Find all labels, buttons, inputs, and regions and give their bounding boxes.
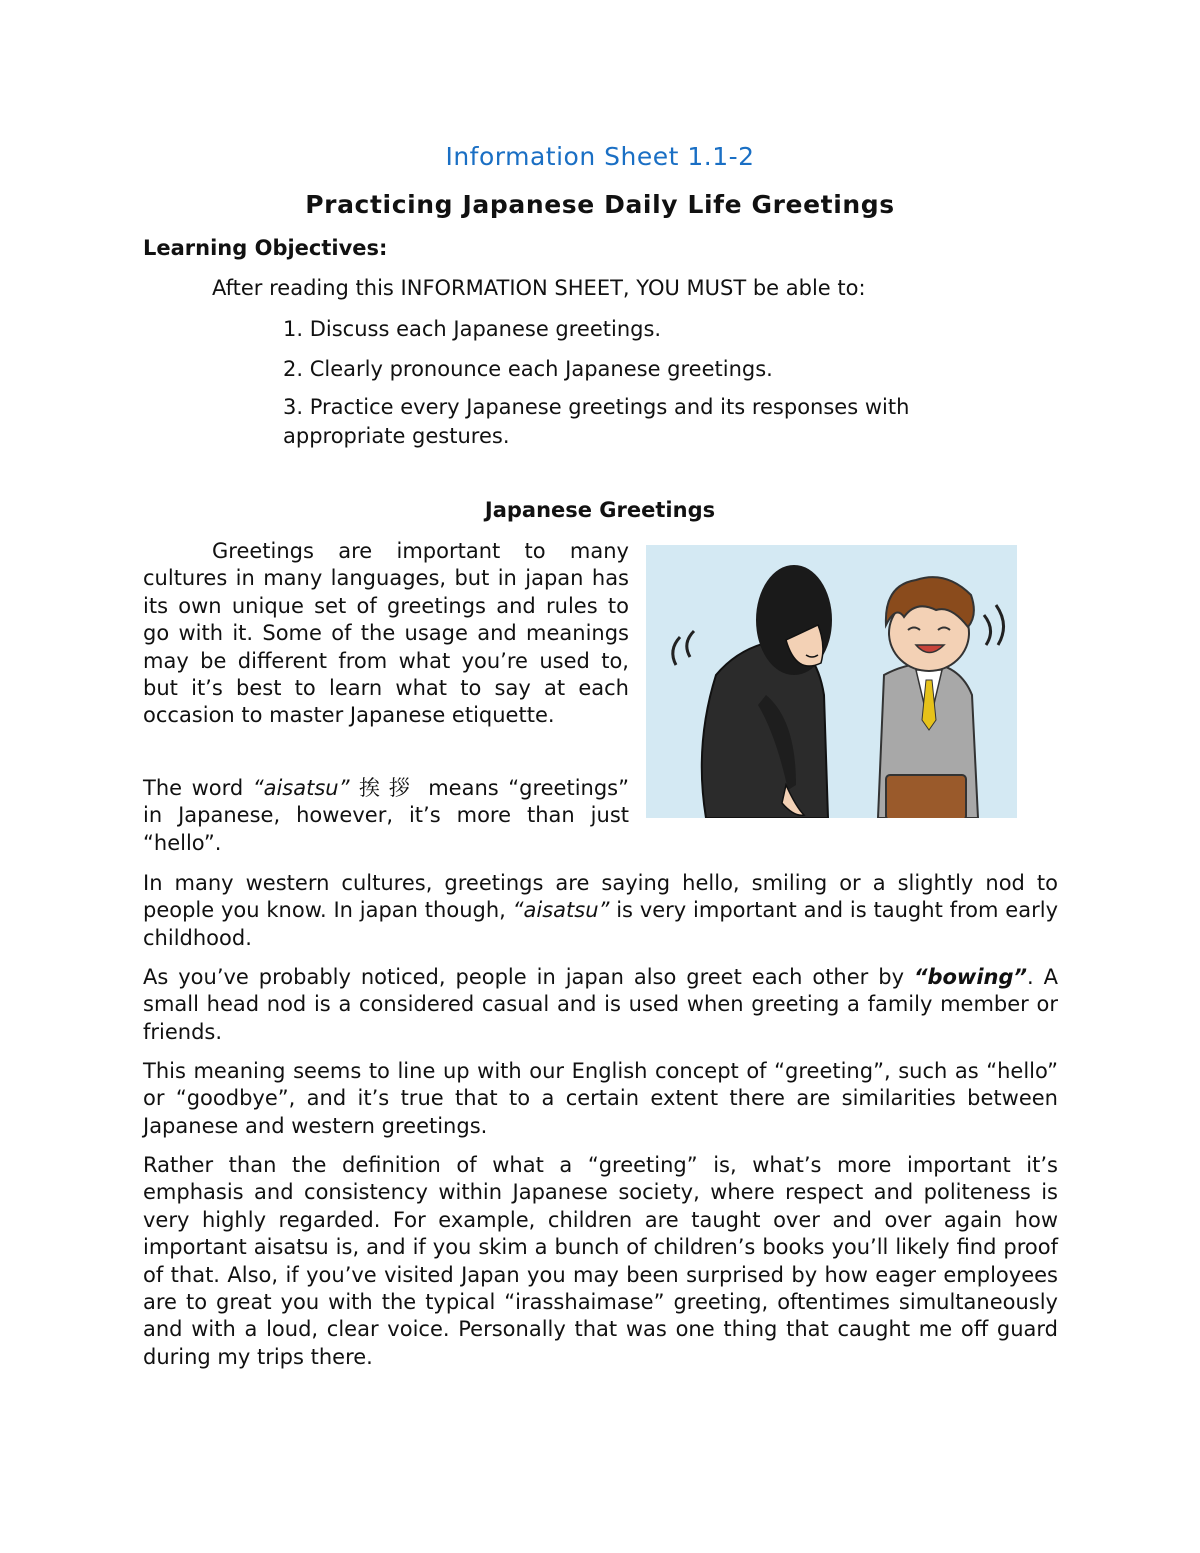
aisatsu-paragraph: [143, 775, 629, 857]
objective-item: 3. Practice every Japanese greetings and its responses with appropriate gestures.: [283, 395, 910, 448]
objectives-heading: Learning Objectives:: [143, 236, 388, 260]
aisatsu-kanji: 挨拶: [359, 776, 419, 800]
western-after: is very important and is taught from early childhood.: [143, 898, 1058, 950]
western-before: In many western cultures, greetings are saying hello, smiling or a slightly nod to people you know. In japan though,: [143, 871, 1058, 923]
bowing-paragraph: [143, 964, 1058, 1046]
section-heading: Japanese Greetings: [484, 498, 716, 522]
bowing-illustration: [646, 545, 1017, 818]
sheet-title: Information Sheet 1.1-2: [445, 142, 755, 171]
bowing-term: “bowing”: [913, 965, 1028, 989]
objectives-intro: After reading this INFORMATION SHEET, YOU MUST be able to:: [212, 276, 866, 300]
objective-item: 1. Discuss each Japanese greetings.: [283, 317, 662, 341]
aisatsu-rest: means “greetings” in Japanese, however, it’s more than just “hello”.: [143, 776, 629, 855]
concept-paragraph: This meaning seems to line up with our English concept of “greeting”, such as “hello” or “goodbye”, and it’s true that to a certain extent there are similarities between Japanese and western greetings.: [143, 1059, 1058, 1138]
aisatsu-term: “aisatsu”: [252, 776, 350, 800]
western-paragraph: [143, 870, 1058, 952]
objective-item: 2. Clearly pronounce each Japanese greetings.: [283, 357, 773, 381]
aisatsu-lead: The word: [143, 776, 253, 800]
page-title: Practicing Japanese Daily Life Greetings: [305, 190, 895, 219]
western-term: “aisatsu”: [512, 898, 610, 923]
intro-paragraph: Greetings are important to many cultures in many languages, but in japan has its own unique set of greetings and rules to go with it. Some of the usage and meanings may be different from what you’re used to, but it’s best to learn what to say at each occasion to master Japanese etiquette.: [143, 539, 629, 728]
bowing-people-image: [646, 545, 1017, 818]
bowing-before: As you’ve probably noticed, people in japan also greet each other by: [143, 965, 914, 989]
bowing-after: . A small head nod is a considered casual and is used when greeting a family member or friends.: [143, 965, 1059, 1044]
emphasis-paragraph: Rather than the definition of what a “greeting” is, what’s more important it’s emphasis and consistency within Japanese society, where respect and politeness is very highly regarded. For example, children are taught over and over again how important aisatsu is, and if you skim a bunch of children’s books you’ll likely find proof of that. Also, if you’ve visited Japan you may been surprised by how eager employees are to great you with the typical “irasshaimase” greeting, oftentimes simultaneously and with a loud, clear voice. Personally that was one thing that caught me off guard during my trips there.: [143, 1153, 1058, 1369]
